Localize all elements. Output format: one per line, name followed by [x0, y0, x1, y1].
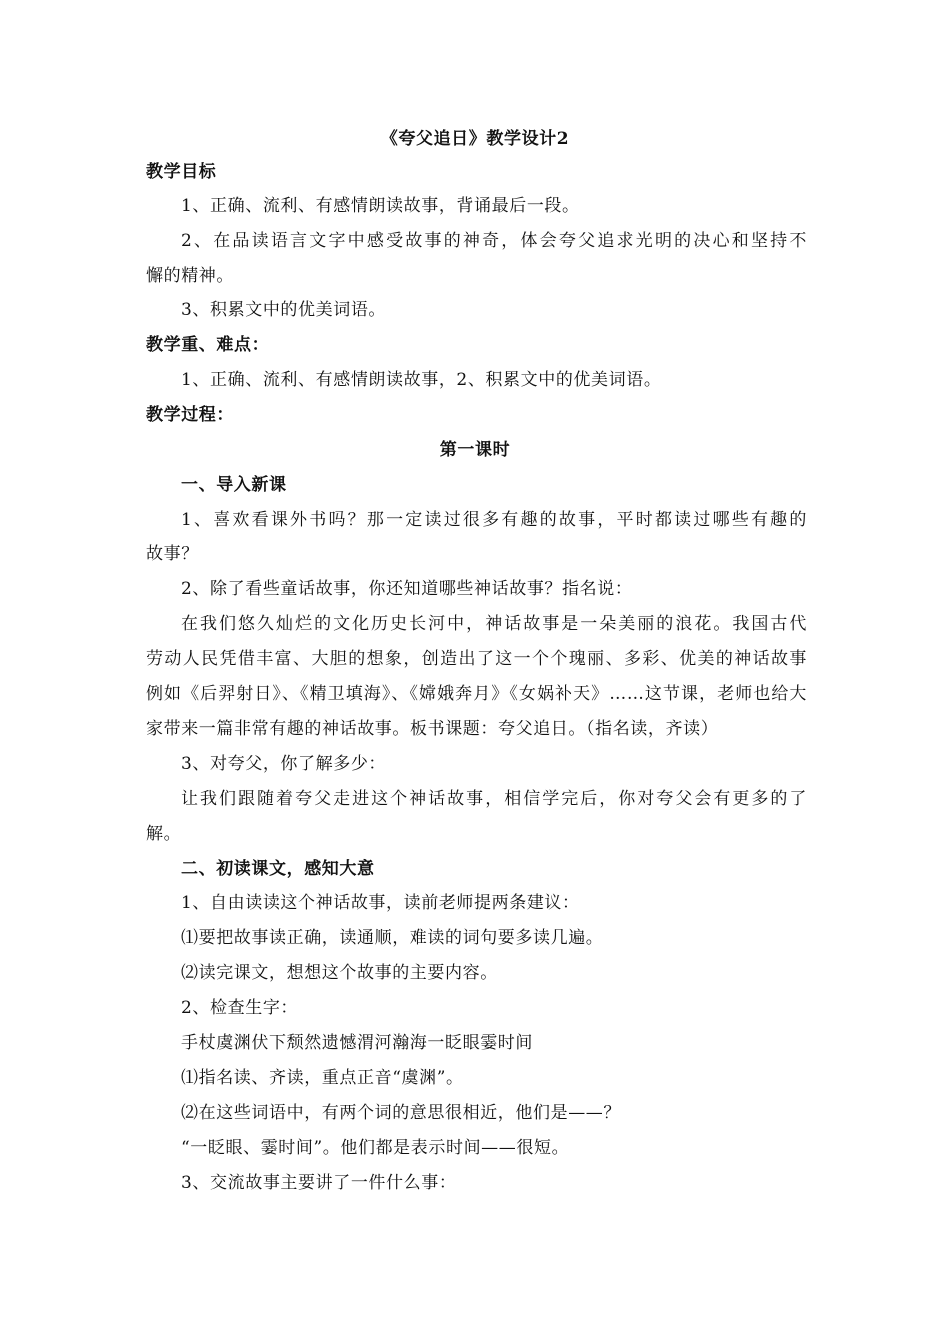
keypoints-heading: 教学重、难点：	[146, 335, 270, 355]
goal-item-3: 3、积累文中的优美词语。	[181, 300, 387, 320]
goals-heading: 教学目标	[146, 162, 217, 182]
section-1-paragraph-5-line-2: 解。	[146, 824, 182, 844]
section-2-paragraph-8: “一眨眼、霎时间”。他们都是表示时间——很短。	[181, 1138, 570, 1158]
section-2-paragraph-7: ⑵在这些词语中，有两个词的意思很相近，他们是——？	[181, 1103, 621, 1123]
process-heading: 教学过程：	[146, 405, 234, 425]
goal-item-2-line-1: 2、在品读语言文字中感受故事的神奇，体会夸父追求光明的决心和坚持不	[181, 231, 807, 251]
document-title: 《夸父追日》教学设计2	[380, 129, 570, 149]
goal-item-2-line-2: 懈的精神。	[146, 266, 234, 286]
section-2-paragraph-4: 2、检查生字：	[181, 998, 299, 1018]
section-2-paragraph-1: 1、自由读读这个神话故事，读前老师提两条建议：	[181, 893, 580, 913]
section-1-paragraph-3-line-1: 在我们悠久灿烂的文化历史长河中，神话故事是一朵美丽的浪花。我国古代	[181, 614, 807, 634]
section-2-paragraph-3: ⑵读完课文，想想这个故事的主要内容。	[181, 963, 498, 983]
goal-item-1: 1、正确、流利、有感情朗读故事，背诵最后一段。	[181, 196, 580, 216]
section-1-paragraph-3-line-3: 例如《后羿射日》、《精卫填海》、《嫦娥奔月》《女娲补天》……这节课，老师也给大	[146, 684, 807, 704]
section-2-heading: 二、初读课文，感知大意	[181, 859, 375, 879]
section-1-paragraph-3-line-4: 家带来一篇非常有趣的神话故事。板书课题：夸父追日。（指名读，齐读）	[146, 719, 719, 739]
section-1-paragraph-1-line-2: 故事？	[146, 544, 199, 564]
section-1-paragraph-2: 2、除了看些童话故事，你还知道哪些神话故事？指名说：	[181, 579, 633, 599]
section-2-paragraph-5: 手杖虞渊伏下颓然遗憾渭河瀚海一眨眼霎时间	[181, 1033, 533, 1053]
keypoints-text: 1、正确、流利、有感情朗读故事，2、积累文中的优美词语。	[181, 370, 662, 390]
section-1-paragraph-4: 3、对夸父，你了解多少：	[181, 754, 387, 774]
section-2-paragraph-9: 3、交流故事主要讲了一件什么事：	[181, 1173, 457, 1193]
lesson-heading: 第一课时	[439, 440, 511, 460]
section-1-paragraph-5-line-1: 让我们跟随着夸父走进这个神话故事，相信学完后，你对夸父会有更多的了	[181, 789, 807, 809]
section-1-paragraph-3-line-2: 劳动人民凭借丰富、大胆的想象，创造出了这一个个瑰丽、多彩、优美的神话故事	[146, 649, 807, 669]
section-2-paragraph-6: ⑴指名读、齐读，重点正音“虞渊”。	[181, 1068, 464, 1088]
section-1-paragraph-1-line-1: 1、喜欢看课外书吗？那一定读过很多有趣的故事，平时都读过哪些有趣的	[181, 510, 807, 530]
section-1-heading: 一、导入新课	[181, 475, 287, 495]
section-2-paragraph-2: ⑴要把故事读正确，读通顺，难读的词句要多读几遍。	[181, 928, 604, 948]
